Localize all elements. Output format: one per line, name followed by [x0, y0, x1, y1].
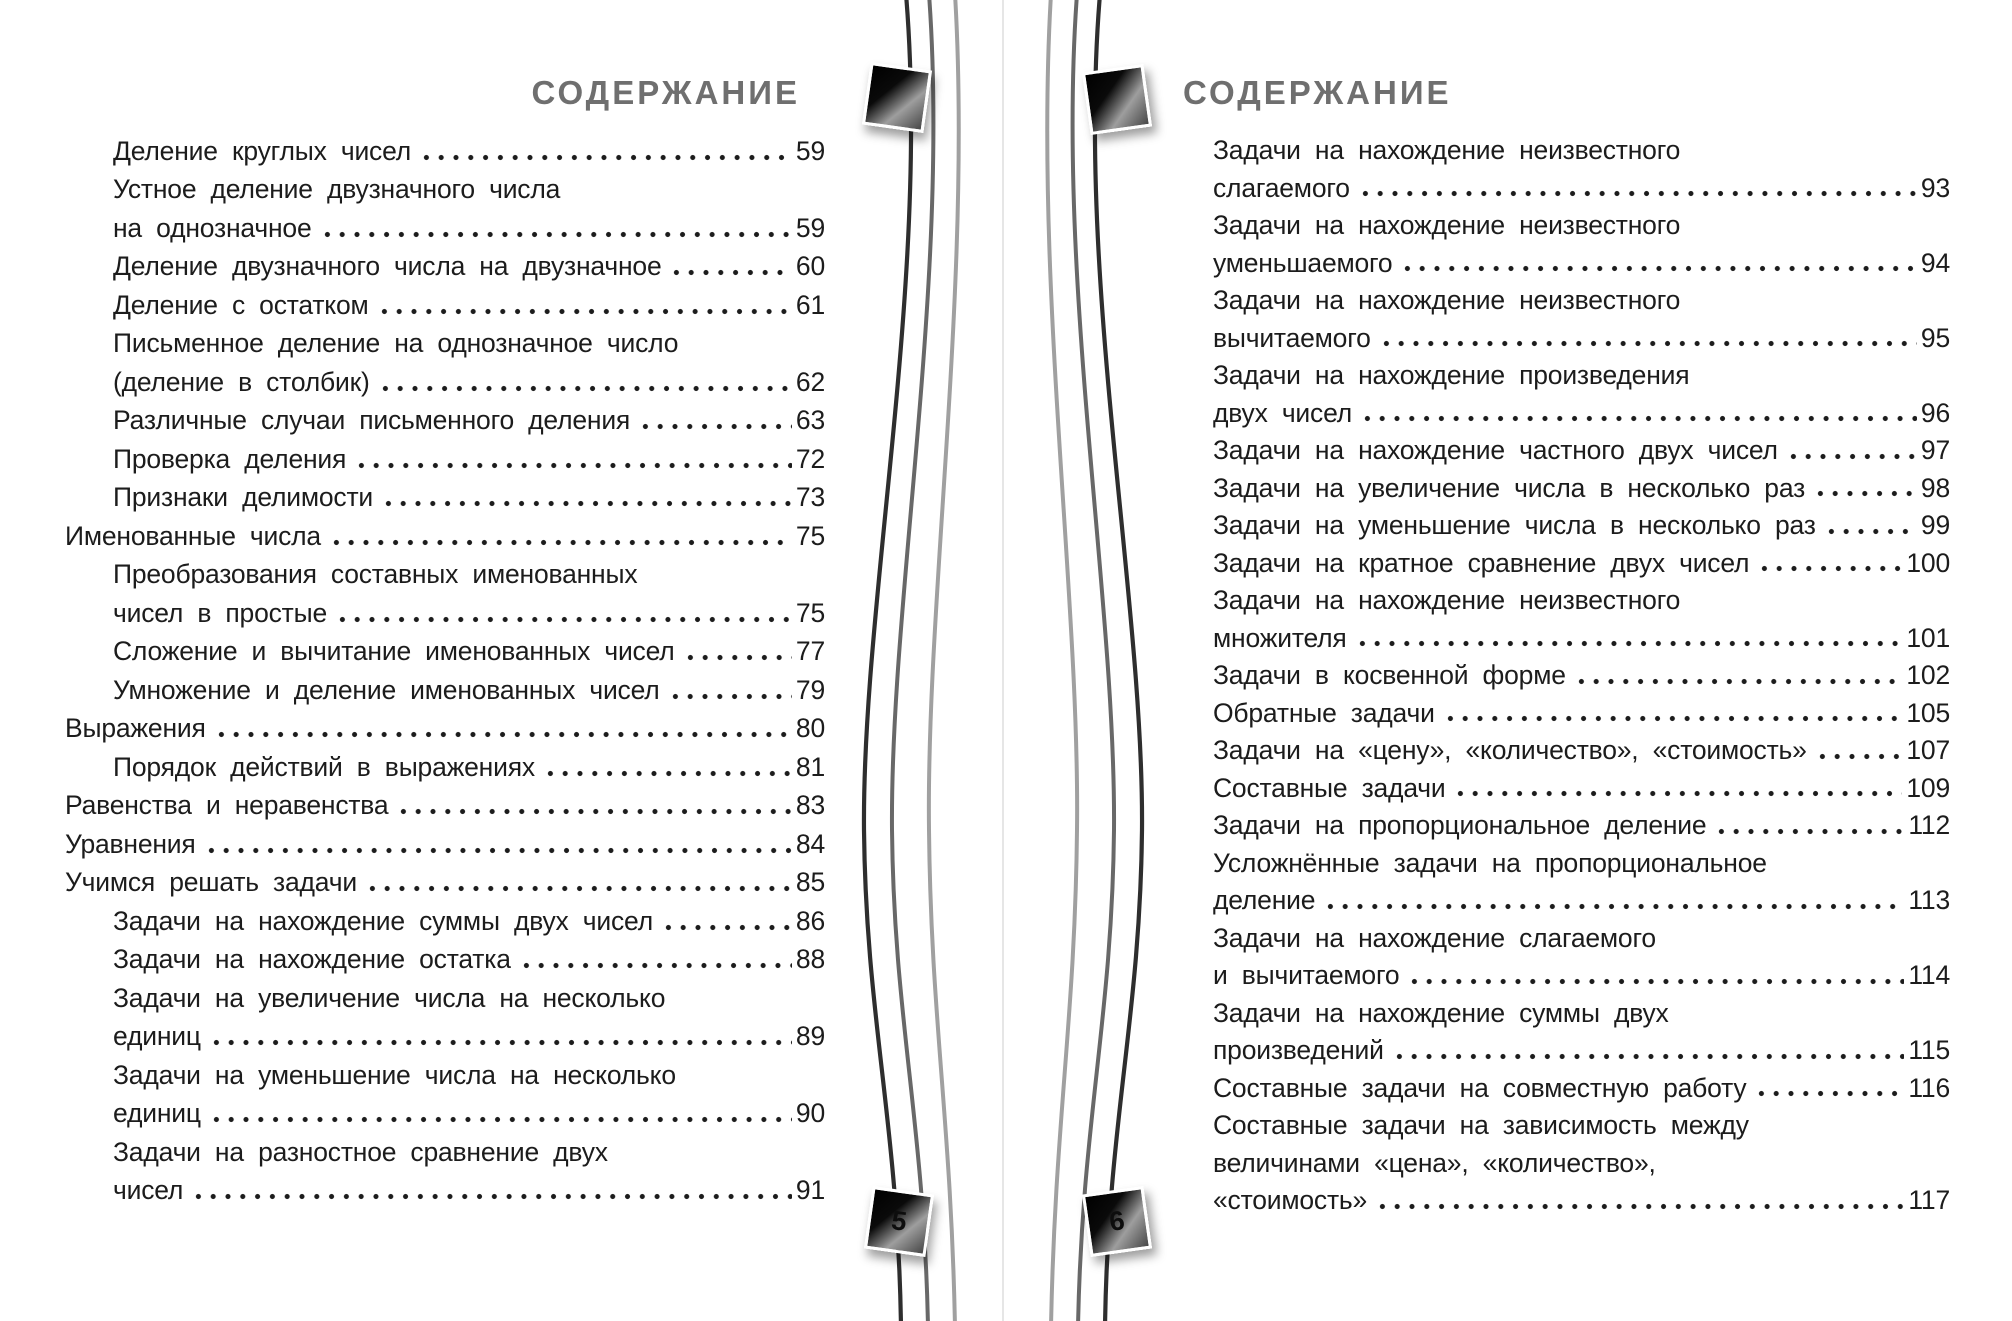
- toc-entry-text: Задачи на нахождение остатка: [113, 944, 511, 975]
- dot-leader: [377, 286, 792, 325]
- toc-entry-line: [1213, 1107, 1950, 1145]
- toc-entry-text: Равенства и неравенства: [65, 790, 389, 821]
- dot-leader: [1815, 732, 1903, 770]
- toc-entry-page-number: 77: [795, 636, 825, 667]
- toc-entry-line: [65, 286, 825, 325]
- toc-entry-text: величинами «цена», «количество»,: [1213, 1147, 1656, 1178]
- toc-entry-text: Деление с остатком: [113, 289, 369, 320]
- toc-entry-text: Задачи на увеличение числа в несколько раз: [1213, 472, 1806, 503]
- toc-entry-line: [1213, 207, 1950, 245]
- toc-entry-line: [65, 864, 825, 903]
- toc-entry-line: [65, 402, 825, 441]
- toc-entry-text: Задачи на нахождение суммы двух чисел: [113, 905, 653, 936]
- dot-leader: [1358, 170, 1917, 208]
- toc-entry-text: Задачи на уменьшение числа в несколько раз: [1213, 510, 1816, 541]
- toc-entry-line: [1213, 695, 1950, 733]
- toc-entry-page-number: 81: [795, 751, 825, 782]
- toc-entry-page-number: 107: [1906, 735, 1950, 766]
- toc-entry-line: [1213, 995, 1950, 1033]
- toc-entry-text: произведений: [1213, 1035, 1384, 1066]
- toc-entry-text: Порядок действий в выражениях: [113, 751, 535, 782]
- dot-leader: [365, 864, 792, 903]
- toc-entry-text: вычитаемого: [1213, 322, 1371, 353]
- toc-entry-page-number: 89: [795, 1021, 825, 1052]
- dot-leader: [543, 748, 792, 787]
- toc-entry-text: Задачи на уменьшение числа на несколько: [113, 1059, 676, 1090]
- toc-entry-line: [65, 1172, 825, 1211]
- dot-leader: [419, 132, 792, 171]
- toc-entry-text: Признаки делимости: [113, 482, 374, 513]
- page-number-tab-left: [864, 1186, 934, 1257]
- toc-entry-page-number: 75: [795, 597, 825, 628]
- toc-entry-line: [1213, 282, 1950, 320]
- toc-entry-text: Задачи на нахождение слагаемого: [1213, 922, 1656, 953]
- toc-entry-page-number: 102: [1906, 660, 1950, 691]
- dot-leader: [638, 402, 792, 441]
- toc-entry-text: Деление круглых чисел: [113, 135, 412, 166]
- toc-entry-page-number: 113: [1908, 885, 1950, 916]
- toc-entry-page-number: 97: [1920, 435, 1950, 466]
- dot-leader: [1392, 1032, 1905, 1070]
- toc-entry-line: [65, 1056, 825, 1095]
- toc-entry-text: уменьшаемого: [1213, 247, 1393, 278]
- toc-entry-text: Именованные числа: [65, 520, 321, 551]
- dot-leader: [396, 787, 791, 826]
- toc-entry-line: [1213, 320, 1950, 358]
- dot-leader: [661, 902, 792, 941]
- toc-entry-line: [1213, 957, 1950, 995]
- toc-entry-line: [1213, 845, 1950, 883]
- toc-entry-text: множителя: [1213, 622, 1347, 653]
- toc-entry-line: [1213, 132, 1950, 170]
- toc-entry-line: [65, 787, 825, 826]
- dot-leader: [1824, 507, 1917, 545]
- dot-leader: [1754, 1070, 1904, 1108]
- toc-entry-page-number: 96: [1920, 397, 1950, 428]
- toc-entry-page-number: 112: [1908, 810, 1950, 841]
- toc-entry-text: Задачи на нахождение неизвестного: [1213, 285, 1681, 316]
- toc-entry-page-number: 63: [795, 405, 825, 436]
- toc-entry-text: чисел: [113, 1175, 184, 1206]
- toc-entry-line: [1213, 395, 1950, 433]
- toc-entry-line: [1213, 1182, 1950, 1220]
- toc-entry-text: Сложение и вычитание именованных чисел: [113, 636, 675, 667]
- toc-entry-line: [65, 748, 825, 787]
- left-page-title: СОДЕРЖАНИЕ: [531, 74, 800, 111]
- dot-leader: [1714, 807, 1904, 845]
- toc-entry-page-number: 94: [1920, 247, 1950, 278]
- page-number-tab-right: [1082, 1186, 1152, 1257]
- toc-entry-text: единиц: [113, 1098, 201, 1129]
- toc-entry-page-number: 60: [795, 251, 825, 282]
- toc-entry-text: Умножение и деление именованных чисел: [113, 674, 660, 705]
- toc-entry-text: Составные задачи на зависимость между: [1213, 1110, 1749, 1141]
- thread-right-mid-line: [1073, 0, 1115, 1321]
- toc-entry-page-number: 73: [795, 482, 825, 513]
- toc-entry-text: чисел в простые: [113, 597, 327, 628]
- toc-entry-text: Составные задачи: [1213, 772, 1446, 803]
- dot-leader: [214, 710, 792, 749]
- dot-leader: [669, 248, 791, 287]
- toc-entry-page-number: 100: [1906, 547, 1950, 578]
- toc-entry-text: Учимся решать задачи: [65, 867, 357, 898]
- dot-leader: [519, 941, 792, 980]
- decorative-corner-square-left: [862, 62, 932, 133]
- toc-entry-line: [65, 671, 825, 710]
- toc-entry-page-number: 62: [795, 366, 825, 397]
- toc-entry-page-number: 79: [795, 674, 825, 705]
- toc-entry-text: Задачи на нахождение частного двух чисел: [1213, 435, 1778, 466]
- toc-entry-line: [65, 325, 825, 364]
- toc-entry-line: [65, 209, 825, 248]
- toc-entry-text: двух чисел: [1213, 397, 1353, 428]
- toc-entry-line: [1213, 432, 1950, 470]
- right-page-toc-list: [1213, 132, 1950, 1220]
- toc-entry-page-number: 84: [795, 828, 825, 859]
- toc-entry-line: [1213, 1032, 1950, 1070]
- toc-entry-line: [65, 594, 825, 633]
- page-number-right: 6: [1107, 1205, 1127, 1237]
- toc-entry-text: (деление в столбик): [113, 366, 370, 397]
- toc-entry-line: [65, 248, 825, 287]
- toc-entry-page-number: 109: [1906, 772, 1950, 803]
- toc-entry-text: Задачи на нахождение неизвестного: [1213, 585, 1681, 616]
- toc-entry-page-number: 88: [795, 944, 825, 975]
- toc-entry-line: [1213, 470, 1950, 508]
- toc-entry-line: [1213, 732, 1950, 770]
- toc-entry-text: Усложнённые задачи на пропорциональное: [1213, 847, 1767, 878]
- toc-entry-line: [65, 941, 825, 980]
- dot-leader: [378, 363, 792, 402]
- toc-entry-line: [65, 710, 825, 749]
- dot-leader: [191, 1172, 792, 1211]
- dot-leader: [1375, 1182, 1904, 1220]
- toc-entry-text: Обратные задачи: [1213, 697, 1435, 728]
- dot-leader: [1355, 620, 1903, 658]
- toc-entry-text: Составные задачи на совместную работу: [1213, 1072, 1747, 1103]
- toc-entry-line: [65, 1018, 825, 1057]
- right-page-title: СОДЕРЖАНИЕ: [1183, 74, 1452, 111]
- toc-entry-page-number: 91: [795, 1175, 825, 1206]
- toc-entry-line: [1213, 882, 1950, 920]
- toc-entry-line: [65, 171, 825, 210]
- left-page-toc-list: [65, 132, 825, 1210]
- toc-entry-page-number: 115: [1908, 1035, 1950, 1066]
- toc-entry-line: [1213, 245, 1950, 283]
- page-number-left: 5: [889, 1205, 909, 1237]
- dot-leader: [381, 479, 792, 518]
- toc-entry-page-number: 75: [795, 520, 825, 551]
- toc-entry-line: [1213, 770, 1950, 808]
- thread-left-dark-line: [864, 0, 911, 1321]
- toc-entry-page-number: 72: [795, 443, 825, 474]
- toc-entry-text: Задачи на нахождение произведения: [1213, 360, 1690, 391]
- dot-leader: [1813, 470, 1917, 508]
- toc-entry-text: Задачи на нахождение суммы двух: [1213, 997, 1669, 1028]
- dot-leader: [1443, 695, 1903, 733]
- toc-entry-line: [1213, 582, 1950, 620]
- toc-entry-text: на однозначное: [113, 212, 312, 243]
- dot-leader: [1379, 320, 1917, 358]
- toc-entry-line: [65, 517, 825, 556]
- toc-entry-line: [65, 363, 825, 402]
- toc-entry-text: Задачи на «цену», «количество», «стоимость»: [1213, 735, 1807, 766]
- toc-entry-page-number: 105: [1906, 697, 1950, 728]
- dot-leader: [683, 633, 792, 672]
- toc-entry-text: «стоимость»: [1213, 1185, 1368, 1216]
- toc-entry-page-number: 93: [1920, 172, 1950, 203]
- toc-entry-line: [65, 556, 825, 595]
- toc-entry-page-number: 98: [1920, 472, 1950, 503]
- toc-entry-page-number: 61: [795, 289, 825, 320]
- toc-entry-line: [1213, 507, 1950, 545]
- toc-entry-line: [1213, 1070, 1950, 1108]
- toc-entry-page-number: 90: [795, 1098, 825, 1129]
- toc-entry-line: [1213, 357, 1950, 395]
- toc-entry-line: [1213, 545, 1950, 583]
- dot-leader: [1786, 432, 1917, 470]
- toc-entry-line: [65, 440, 825, 479]
- toc-entry-line: [1213, 620, 1950, 658]
- toc-entry-page-number: 85: [795, 867, 825, 898]
- toc-entry-page-number: 114: [1908, 960, 1950, 991]
- toc-entry-text: Задачи в косвенной форме: [1213, 660, 1566, 691]
- toc-entry-text: Уравнения: [65, 828, 196, 859]
- thread-right-dark-line: [1095, 0, 1142, 1321]
- dot-leader: [329, 517, 792, 556]
- toc-entry-text: Задачи на кратное сравнение двух чисел: [1213, 547, 1750, 578]
- toc-entry-text: деление: [1213, 885, 1316, 916]
- toc-entry-page-number: 99: [1920, 510, 1950, 541]
- toc-entry-page-number: 80: [795, 713, 825, 744]
- toc-entry-text: Задачи на нахождение неизвестного: [1213, 135, 1681, 166]
- toc-entry-text: Различные случаи письменного деления: [113, 405, 631, 436]
- toc-entry-text: Задачи на разностное сравнение двух: [113, 1136, 608, 1167]
- toc-entry-text: Выражения: [65, 713, 206, 744]
- toc-entry-line: [1213, 657, 1950, 695]
- toc-entry-text: Задачи на пропорциональное деление: [1213, 810, 1707, 841]
- toc-entry-line: [65, 479, 825, 518]
- toc-entry-line: [1213, 170, 1950, 208]
- toc-entry-text: единиц: [113, 1021, 201, 1052]
- dot-leader: [354, 440, 792, 479]
- dot-leader: [1360, 395, 1917, 433]
- dot-leader: [1400, 245, 1916, 283]
- toc-entry-page-number: 117: [1908, 1185, 1950, 1216]
- dot-leader: [1323, 882, 1904, 920]
- dot-leader: [209, 1095, 792, 1134]
- toc-entry-line: [65, 825, 825, 864]
- toc-entry-text: Проверка деления: [113, 443, 347, 474]
- toc-entry-line: [65, 633, 825, 672]
- dot-leader: [668, 671, 792, 710]
- toc-entry-text: Задачи на увеличение числа на несколько: [113, 982, 666, 1013]
- toc-entry-page-number: 59: [795, 135, 825, 166]
- toc-entry-line: [1213, 1145, 1950, 1183]
- toc-entry-text: Деление двузначного числа на двузначное: [113, 251, 662, 282]
- toc-entry-page-number: 86: [795, 905, 825, 936]
- toc-entry-text: Письменное деление на однозначное число: [113, 328, 679, 359]
- toc-entry-line: [65, 1095, 825, 1134]
- toc-entry-line: [1213, 807, 1950, 845]
- toc-entry-line: [65, 902, 825, 941]
- thread-left-mid-line: [892, 0, 934, 1321]
- toc-entry-page-number: 59: [795, 212, 825, 243]
- dot-leader: [209, 1018, 792, 1057]
- dot-leader: [1453, 770, 1902, 808]
- toc-entry-page-number: 95: [1920, 322, 1950, 353]
- dot-leader: [204, 825, 792, 864]
- dot-leader: [320, 209, 792, 248]
- dot-leader: [1757, 545, 1902, 583]
- toc-entry-page-number: 116: [1908, 1072, 1950, 1103]
- toc-entry-text: Преобразования составных именованных: [113, 559, 638, 590]
- toc-entry-text: Задачи на нахождение неизвестного: [1213, 210, 1681, 241]
- toc-entry-line: [65, 132, 825, 171]
- toc-entry-line: [1213, 920, 1950, 958]
- toc-entry-line: [65, 979, 825, 1018]
- toc-entry-text: Устное деление двузначного числа: [113, 174, 561, 205]
- dot-leader: [335, 594, 792, 633]
- toc-entry-line: [65, 1133, 825, 1172]
- toc-entry-text: слагаемого: [1213, 172, 1350, 203]
- toc-entry-page-number: 83: [795, 790, 825, 821]
- dot-leader: [1574, 657, 1903, 695]
- toc-entry-page-number: 101: [1906, 622, 1950, 653]
- dot-leader: [1407, 957, 1904, 995]
- decorative-corner-square-right: [1082, 64, 1152, 135]
- toc-entry-text: и вычитаемого: [1213, 960, 1400, 991]
